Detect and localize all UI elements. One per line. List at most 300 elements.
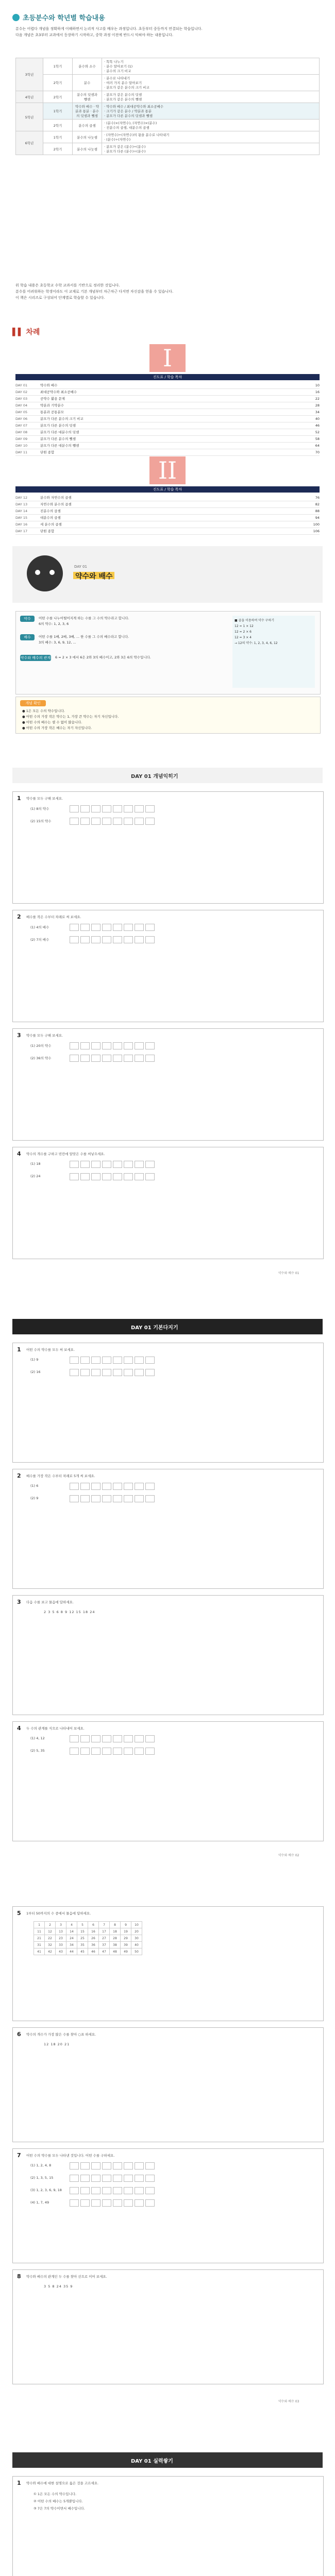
answer-box[interactable] bbox=[102, 1042, 111, 1049]
number-cell[interactable]: 17 bbox=[99, 1928, 110, 1935]
number-cell[interactable]: 29 bbox=[121, 1935, 131, 1942]
answer-box[interactable] bbox=[102, 924, 111, 931]
number-cell[interactable]: 40 bbox=[131, 1942, 142, 1948]
topic-cell: 분수와 소수 bbox=[73, 58, 102, 75]
answer-box[interactable] bbox=[102, 1748, 111, 1755]
answer-box[interactable] bbox=[91, 936, 100, 943]
toc-title: 대분수의 곱셈 bbox=[40, 516, 61, 520]
answer-boxes[interactable] bbox=[70, 805, 155, 812]
answer-box[interactable] bbox=[70, 2175, 79, 2182]
answer-box[interactable] bbox=[135, 1735, 144, 1742]
topic-cell: 분수의 나눗셈 bbox=[73, 143, 102, 155]
toc-no: DAY 01 bbox=[15, 383, 28, 387]
answer-box[interactable] bbox=[145, 924, 155, 931]
number-cell[interactable]: 1 bbox=[34, 1922, 45, 1928]
answer-box[interactable] bbox=[113, 1173, 122, 1180]
answer-box[interactable] bbox=[135, 924, 144, 931]
number-cell[interactable]: 43 bbox=[56, 1948, 66, 1955]
answer-box[interactable] bbox=[80, 818, 90, 825]
toc-row[interactable] bbox=[15, 508, 320, 515]
items-cell: · 분모가 같은 (분수)÷(분수) · 분모가 다른 (분수)÷(분수) bbox=[102, 143, 320, 155]
answer-boxes[interactable] bbox=[70, 2162, 155, 2170]
answer-box[interactable] bbox=[80, 924, 90, 931]
answer-box[interactable] bbox=[113, 1735, 122, 1742]
answer-box[interactable] bbox=[70, 1173, 79, 1180]
number-cell[interactable]: 12 bbox=[45, 1928, 56, 1935]
sub-question: (4) 1, 7, 49 bbox=[30, 2200, 49, 2205]
answer-box[interactable] bbox=[70, 818, 79, 825]
number-cell[interactable]: 8 bbox=[110, 1922, 121, 1928]
answer-boxes[interactable] bbox=[70, 1357, 155, 1364]
answer-box[interactable] bbox=[145, 1735, 155, 1742]
answer-box[interactable] bbox=[135, 805, 144, 812]
sub-question: (1) 1, 2, 4, 8 bbox=[30, 2163, 52, 2167]
question-number: 4 bbox=[17, 1150, 21, 1157]
answer-box[interactable] bbox=[80, 2199, 90, 2207]
toc-row[interactable] bbox=[15, 449, 320, 456]
number-cell[interactable]: 3 bbox=[56, 1922, 66, 1928]
toc-row[interactable] bbox=[15, 402, 320, 409]
answer-box[interactable] bbox=[135, 1055, 144, 1062]
answer-box[interactable] bbox=[91, 1369, 100, 1376]
question-card bbox=[12, 2476, 324, 2576]
number-cell[interactable]: 25 bbox=[77, 1935, 88, 1942]
answer-box[interactable] bbox=[145, 2187, 155, 2194]
answer-box[interactable] bbox=[70, 1357, 79, 1364]
answer-box[interactable] bbox=[145, 1748, 155, 1755]
number-cell[interactable]: 27 bbox=[99, 1935, 110, 1942]
answer-box[interactable] bbox=[113, 1357, 122, 1364]
toc-no: DAY 04 bbox=[15, 403, 28, 408]
number-cell[interactable]: 11 bbox=[34, 1928, 45, 1935]
answer-box[interactable] bbox=[145, 2199, 155, 2207]
answer-box[interactable] bbox=[124, 2162, 133, 2170]
answer-box[interactable] bbox=[124, 2199, 133, 2207]
answer-box[interactable] bbox=[124, 1748, 133, 1755]
answer-box[interactable] bbox=[102, 1173, 111, 1180]
answer-box[interactable] bbox=[145, 1357, 155, 1364]
number-cell[interactable]: 23 bbox=[56, 1935, 66, 1942]
toc-page: 40 bbox=[315, 417, 320, 421]
number-list: 3 5 8 24 35 9 bbox=[44, 2284, 73, 2289]
answer-box[interactable] bbox=[135, 936, 144, 943]
toc-page: 106 bbox=[313, 529, 320, 533]
answer-box[interactable] bbox=[102, 818, 111, 825]
number-cell[interactable]: 38 bbox=[110, 1942, 121, 1948]
toc-row[interactable] bbox=[15, 495, 320, 501]
answer-box[interactable] bbox=[102, 1735, 111, 1742]
number-cell[interactable]: 34 bbox=[66, 1942, 77, 1948]
answer-box[interactable] bbox=[113, 2187, 122, 2194]
answer-box[interactable] bbox=[135, 1357, 144, 1364]
chapter-banner bbox=[12, 546, 323, 603]
answer-box[interactable] bbox=[102, 1055, 111, 1062]
toc-title: 진분수의 곱셈 bbox=[40, 509, 61, 513]
number-cell[interactable]: 16 bbox=[88, 1928, 99, 1935]
answer-box[interactable] bbox=[80, 1735, 90, 1742]
number-cell[interactable]: 9 bbox=[121, 1922, 131, 1928]
answer-box[interactable] bbox=[113, 1042, 122, 1049]
answer-box[interactable] bbox=[135, 818, 144, 825]
toc-row[interactable] bbox=[15, 436, 320, 443]
answer-boxes[interactable] bbox=[70, 1055, 155, 1062]
number-cell[interactable]: 13 bbox=[56, 1928, 66, 1935]
option[interactable]: ① 1은 모든 수의 약수입니다. bbox=[34, 2492, 77, 2496]
topic-cell: 분수 bbox=[73, 75, 102, 91]
number-cell[interactable]: 28 bbox=[110, 1935, 121, 1942]
answer-box[interactable] bbox=[80, 1055, 90, 1062]
number-cell[interactable]: 39 bbox=[121, 1942, 131, 1948]
number-cell[interactable]: 10 bbox=[131, 1922, 142, 1928]
number-cell[interactable]: 4 bbox=[66, 1922, 77, 1928]
answer-box[interactable] bbox=[102, 2175, 111, 2182]
answer-boxes[interactable] bbox=[70, 1748, 155, 1755]
footnote bbox=[15, 282, 320, 301]
question-number: 2 bbox=[17, 1472, 21, 1479]
answer-box[interactable] bbox=[70, 1748, 79, 1755]
answer-box[interactable] bbox=[70, 2162, 79, 2170]
answer-box[interactable] bbox=[70, 1161, 79, 1168]
answer-box[interactable] bbox=[91, 924, 100, 931]
answer-box[interactable] bbox=[124, 2175, 133, 2182]
answer-box[interactable] bbox=[145, 936, 155, 943]
number-cell[interactable]: 44 bbox=[66, 1948, 77, 1955]
number-cell[interactable]: 49 bbox=[121, 1948, 131, 1955]
question-number: 7 bbox=[17, 2152, 21, 2159]
answer-box[interactable] bbox=[70, 936, 79, 943]
concept-label: 약수와 배수의 관계 bbox=[20, 656, 51, 660]
answer-box[interactable] bbox=[80, 1357, 90, 1364]
number-cell[interactable]: 26 bbox=[88, 1935, 99, 1942]
toc-no: DAY 08 bbox=[15, 430, 28, 434]
answer-boxes[interactable] bbox=[70, 1369, 155, 1376]
answer-box[interactable] bbox=[113, 2162, 122, 2170]
answer-box[interactable] bbox=[124, 1173, 133, 1180]
toc-row[interactable] bbox=[15, 528, 320, 535]
answer-boxes[interactable] bbox=[70, 1042, 155, 1049]
answer-box[interactable] bbox=[124, 1483, 133, 1490]
answer-box[interactable] bbox=[124, 1161, 133, 1168]
answer-box[interactable] bbox=[124, 936, 133, 943]
answer-box[interactable] bbox=[102, 1495, 111, 1502]
answer-box[interactable] bbox=[91, 1357, 100, 1364]
topic-cell: 분수의 덧셈과 뺄셈 bbox=[73, 91, 102, 103]
answer-box[interactable] bbox=[145, 805, 155, 812]
answer-box[interactable] bbox=[145, 1173, 155, 1180]
practice-banner bbox=[12, 1319, 323, 1334]
answer-boxes[interactable] bbox=[70, 1495, 155, 1502]
page-number: 약수와 배수 01 bbox=[278, 1272, 299, 1275]
number-cell[interactable]: 24 bbox=[66, 1935, 77, 1942]
answer-boxes[interactable] bbox=[70, 1161, 155, 1168]
answer-box[interactable] bbox=[70, 1055, 79, 1062]
answer-box[interactable] bbox=[70, 1495, 79, 1502]
sub-question: (1) 6 bbox=[30, 1484, 39, 1488]
answer-box[interactable] bbox=[135, 2187, 144, 2194]
answer-box[interactable] bbox=[124, 1369, 133, 1376]
answer-box[interactable] bbox=[124, 818, 133, 825]
answer-box[interactable] bbox=[113, 2175, 122, 2182]
number-cell[interactable]: 50 bbox=[131, 1948, 142, 1955]
answer-box[interactable] bbox=[91, 1042, 100, 1049]
toc-row[interactable] bbox=[15, 515, 320, 521]
number-cell[interactable]: 41 bbox=[34, 1948, 45, 1955]
number-cell[interactable]: 7 bbox=[99, 1922, 110, 1928]
answer-box[interactable] bbox=[80, 1748, 90, 1755]
answer-box[interactable] bbox=[80, 1369, 90, 1376]
number-cell[interactable]: 37 bbox=[99, 1942, 110, 1948]
toc-no: DAY 13 bbox=[15, 502, 28, 506]
answer-box[interactable] bbox=[135, 1748, 144, 1755]
answer-box[interactable] bbox=[135, 1173, 144, 1180]
answer-box[interactable] bbox=[135, 1495, 144, 1502]
answer-box[interactable] bbox=[91, 1495, 100, 1502]
answer-box[interactable] bbox=[70, 1735, 79, 1742]
answer-box[interactable] bbox=[113, 818, 122, 825]
answer-box[interactable] bbox=[145, 1495, 155, 1502]
answer-boxes[interactable] bbox=[70, 2187, 155, 2194]
answer-box[interactable] bbox=[145, 1369, 155, 1376]
sub-question: (1) 8의 약수 bbox=[30, 807, 49, 811]
toc-row[interactable] bbox=[15, 521, 320, 528]
items-cell: · 약수와 배수 / 최대공약수와 최소공배수 · 크기가 같은 분수 / 약분과 통분 · 분모가 다른 분수의 덧셈과 뺄셈 bbox=[102, 103, 320, 120]
answer-box[interactable] bbox=[91, 1748, 100, 1755]
concept-label: 약수 bbox=[20, 616, 35, 622]
number-cell[interactable]: 6 bbox=[88, 1922, 99, 1928]
answer-box[interactable] bbox=[91, 2187, 100, 2194]
table-row bbox=[16, 58, 320, 75]
toc-row[interactable] bbox=[15, 422, 320, 429]
part-one-numeral: I bbox=[149, 344, 186, 372]
grade-cell: 5학년 bbox=[16, 103, 43, 131]
concept-text: 어떤 수를 나누어떨어지게 하는 수를 그 수의 약수라고 합니다. 6의 약수: 1, 2, 3, 6 bbox=[39, 616, 129, 626]
items-cell: · (분수)×(자연수), (자연수)×(분수) · 진분수의 곱셈, 대분수의 곱셈 bbox=[102, 120, 320, 131]
number-cell[interactable]: 22 bbox=[45, 1935, 56, 1942]
answer-box[interactable] bbox=[102, 1161, 111, 1168]
number-cell[interactable]: 5 bbox=[77, 1922, 88, 1928]
answer-box[interactable] bbox=[102, 1369, 111, 1376]
toc-title: 약수와 배수 bbox=[40, 383, 58, 387]
question-text: 다음 수를 보고 물음에 답하세요. bbox=[26, 1600, 74, 1604]
answer-box[interactable] bbox=[80, 1161, 90, 1168]
answer-box[interactable] bbox=[80, 805, 90, 812]
intro-line: 분수는 어렵다 개념을 정확하게 이해하면서 논리적 사고를 배우는 과정입니다. 초등부터 중등까지 연결되는 학습입니다. bbox=[15, 27, 203, 31]
toc-row[interactable] bbox=[15, 409, 320, 416]
answer-box[interactable] bbox=[102, 936, 111, 943]
answer-box[interactable] bbox=[80, 1495, 90, 1502]
answer-box[interactable] bbox=[91, 805, 100, 812]
answer-box[interactable] bbox=[124, 924, 133, 931]
toc-page: 58 bbox=[315, 437, 320, 441]
table-row bbox=[16, 120, 320, 131]
toc-row[interactable] bbox=[15, 389, 320, 396]
number-cell[interactable]: 30 bbox=[131, 1935, 142, 1942]
answer-box[interactable] bbox=[70, 1483, 79, 1490]
answer-box[interactable] bbox=[113, 936, 122, 943]
answer-box[interactable] bbox=[91, 1173, 100, 1180]
answer-box[interactable] bbox=[70, 2199, 79, 2207]
number-cell[interactable]: 31 bbox=[34, 1942, 45, 1948]
toc-page: 76 bbox=[315, 496, 320, 500]
answer-box[interactable] bbox=[113, 1748, 122, 1755]
sem-cell: 2학기 bbox=[43, 91, 73, 103]
toc-row[interactable] bbox=[15, 416, 320, 422]
answer-boxes[interactable] bbox=[70, 936, 155, 943]
number-cell[interactable]: 36 bbox=[88, 1942, 99, 1948]
answer-box[interactable] bbox=[91, 2199, 100, 2207]
question-text: 어떤 수의 약수를 모두 나타낸 것입니다. 어떤 수를 구하세요. bbox=[26, 2154, 115, 2158]
answer-box[interactable] bbox=[135, 2162, 144, 2170]
toc-page: 64 bbox=[315, 444, 320, 448]
page-number: 약수와 배수 03 bbox=[278, 2400, 299, 2403]
answer-box[interactable] bbox=[124, 2187, 133, 2194]
answer-box[interactable] bbox=[135, 1483, 144, 1490]
question-card bbox=[12, 2148, 324, 2263]
answer-box[interactable] bbox=[91, 1161, 100, 1168]
answer-box[interactable] bbox=[135, 2175, 144, 2182]
answer-boxes[interactable] bbox=[70, 818, 155, 825]
number-cell[interactable]: 21 bbox=[34, 1935, 45, 1942]
number-list: 12 18 20 21 bbox=[44, 2042, 70, 2046]
concept-text: 어떤 수를 1배, 2배, 3배, ... 한 수를 그 수의 배수라고 합니다. 3의 배수: 3, 6, 9, 12, ... bbox=[39, 635, 129, 645]
answer-box[interactable] bbox=[145, 2175, 155, 2182]
chapter-title: 약수와 배수 bbox=[75, 572, 113, 581]
number-grid-row bbox=[34, 1942, 142, 1948]
answer-box[interactable] bbox=[113, 1369, 122, 1376]
number-cell[interactable]: 46 bbox=[88, 1948, 99, 1955]
answer-boxes[interactable] bbox=[70, 1483, 155, 1490]
answer-box[interactable] bbox=[91, 2175, 100, 2182]
sub-question: (2) 9 bbox=[30, 1496, 39, 1500]
answer-box[interactable] bbox=[135, 1042, 144, 1049]
toc-page: 88 bbox=[315, 509, 320, 513]
answer-box[interactable] bbox=[80, 1042, 90, 1049]
answer-box[interactable] bbox=[124, 805, 133, 812]
answer-box[interactable] bbox=[91, 1735, 100, 1742]
answer-box[interactable] bbox=[113, 924, 122, 931]
answer-box[interactable] bbox=[80, 2175, 90, 2182]
number-grid bbox=[34, 1921, 142, 1955]
answer-box[interactable] bbox=[70, 1042, 79, 1049]
answer-box[interactable] bbox=[70, 805, 79, 812]
table-row bbox=[16, 143, 320, 155]
question-card bbox=[12, 2269, 324, 2384]
number-cell[interactable]: 2 bbox=[45, 1922, 56, 1928]
answer-box[interactable] bbox=[124, 1357, 133, 1364]
answer-box[interactable] bbox=[91, 1055, 100, 1062]
answer-box[interactable] bbox=[70, 1369, 79, 1376]
answer-box[interactable] bbox=[113, 1161, 122, 1168]
answer-box[interactable] bbox=[124, 1735, 133, 1742]
number-cell[interactable]: 35 bbox=[77, 1942, 88, 1948]
toc-bar: 진도표 / 학습 목차 bbox=[15, 374, 320, 380]
answer-box[interactable] bbox=[102, 805, 111, 812]
answer-box[interactable] bbox=[80, 1483, 90, 1490]
toc-row[interactable] bbox=[15, 382, 320, 389]
toc-title: 약분과 기약분수 bbox=[40, 403, 64, 408]
sub-question: (2) 1, 3, 5, 15 bbox=[30, 2176, 54, 2180]
answer-boxes[interactable] bbox=[70, 924, 155, 931]
toc-title: 분모가 다른 분수의 덧셈 bbox=[40, 423, 76, 428]
number-cell[interactable]: 48 bbox=[110, 1948, 121, 1955]
toc-row[interactable] bbox=[15, 443, 320, 449]
answer-box[interactable] bbox=[80, 1173, 90, 1180]
answer-box[interactable] bbox=[135, 1369, 144, 1376]
sem-cell: 1학기 bbox=[43, 103, 73, 120]
toc-row[interactable] bbox=[15, 396, 320, 402]
footnote-line: 이 책은 시리즈로 구성되어 단계별로 학습할 수 있습니다. bbox=[15, 296, 105, 300]
option[interactable]: ② 어떤 수의 배수는 5개뿐입니다. bbox=[34, 2499, 83, 2503]
toc-bar: 진도표 / 학습 목차 bbox=[15, 486, 320, 493]
answer-box[interactable] bbox=[145, 1483, 155, 1490]
answer-box[interactable] bbox=[102, 1357, 111, 1364]
toc-title: 자연수와 분수의 곱셈 bbox=[40, 502, 72, 506]
answer-box[interactable] bbox=[80, 2162, 90, 2170]
answer-box[interactable] bbox=[113, 1483, 122, 1490]
answer-box[interactable] bbox=[113, 1055, 122, 1062]
answer-box[interactable] bbox=[91, 818, 100, 825]
answer-boxes[interactable] bbox=[70, 1735, 155, 1742]
number-cell[interactable]: 33 bbox=[56, 1942, 66, 1948]
toc-row[interactable] bbox=[15, 429, 320, 436]
answer-box[interactable] bbox=[145, 1161, 155, 1168]
number-cell[interactable]: 32 bbox=[45, 1942, 56, 1948]
answer-box[interactable] bbox=[124, 1055, 133, 1062]
answer-box[interactable] bbox=[91, 1483, 100, 1490]
answer-box[interactable] bbox=[102, 2162, 111, 2170]
answer-box[interactable] bbox=[145, 1055, 155, 1062]
answer-boxes[interactable] bbox=[70, 2199, 155, 2207]
number-cell[interactable]: 14 bbox=[66, 1928, 77, 1935]
answer-box[interactable] bbox=[135, 2199, 144, 2207]
answer-box[interactable] bbox=[102, 1483, 111, 1490]
answer-box[interactable] bbox=[124, 1042, 133, 1049]
sub-question: (1) 9 bbox=[30, 1358, 39, 1362]
number-cell[interactable]: 18 bbox=[110, 1928, 121, 1935]
answer-box[interactable] bbox=[80, 936, 90, 943]
toc-row[interactable] bbox=[15, 501, 320, 508]
question-number: 6 bbox=[17, 2031, 21, 2038]
answer-box[interactable] bbox=[102, 2187, 111, 2194]
number-cell[interactable]: 47 bbox=[99, 1948, 110, 1955]
option[interactable]: ③ 7은 7의 약수이면서 배수입니다. bbox=[34, 2506, 85, 2511]
answer-box[interactable] bbox=[135, 1161, 144, 1168]
answer-box[interactable] bbox=[124, 1495, 133, 1502]
number-list: 2 3 5 6 8 9 12 15 18 24 bbox=[44, 1610, 95, 1614]
sub-question: (1) 4의 배수 bbox=[30, 925, 49, 929]
answer-box[interactable] bbox=[145, 2162, 155, 2170]
number-cell[interactable]: 42 bbox=[45, 1948, 56, 1955]
answer-box[interactable] bbox=[80, 2187, 90, 2194]
answer-box[interactable] bbox=[113, 2199, 122, 2207]
answer-boxes[interactable] bbox=[70, 2175, 155, 2182]
answer-box[interactable] bbox=[145, 818, 155, 825]
number-cell[interactable]: 19 bbox=[121, 1928, 131, 1935]
answer-box[interactable] bbox=[113, 1495, 122, 1502]
answer-box[interactable] bbox=[102, 2199, 111, 2207]
number-cell[interactable]: 45 bbox=[77, 1948, 88, 1955]
answer-boxes[interactable] bbox=[70, 1173, 155, 1180]
answer-box[interactable] bbox=[70, 924, 79, 931]
question-number: 3 bbox=[17, 1032, 21, 1039]
answer-box[interactable] bbox=[70, 2187, 79, 2194]
answer-box[interactable] bbox=[145, 1042, 155, 1049]
answer-box[interactable] bbox=[113, 805, 122, 812]
number-cell[interactable]: 20 bbox=[131, 1928, 142, 1935]
number-cell[interactable]: 15 bbox=[77, 1928, 88, 1935]
toc-title: 최대공약수와 최소공배수 bbox=[40, 390, 77, 394]
answer-box[interactable] bbox=[91, 2162, 100, 2170]
